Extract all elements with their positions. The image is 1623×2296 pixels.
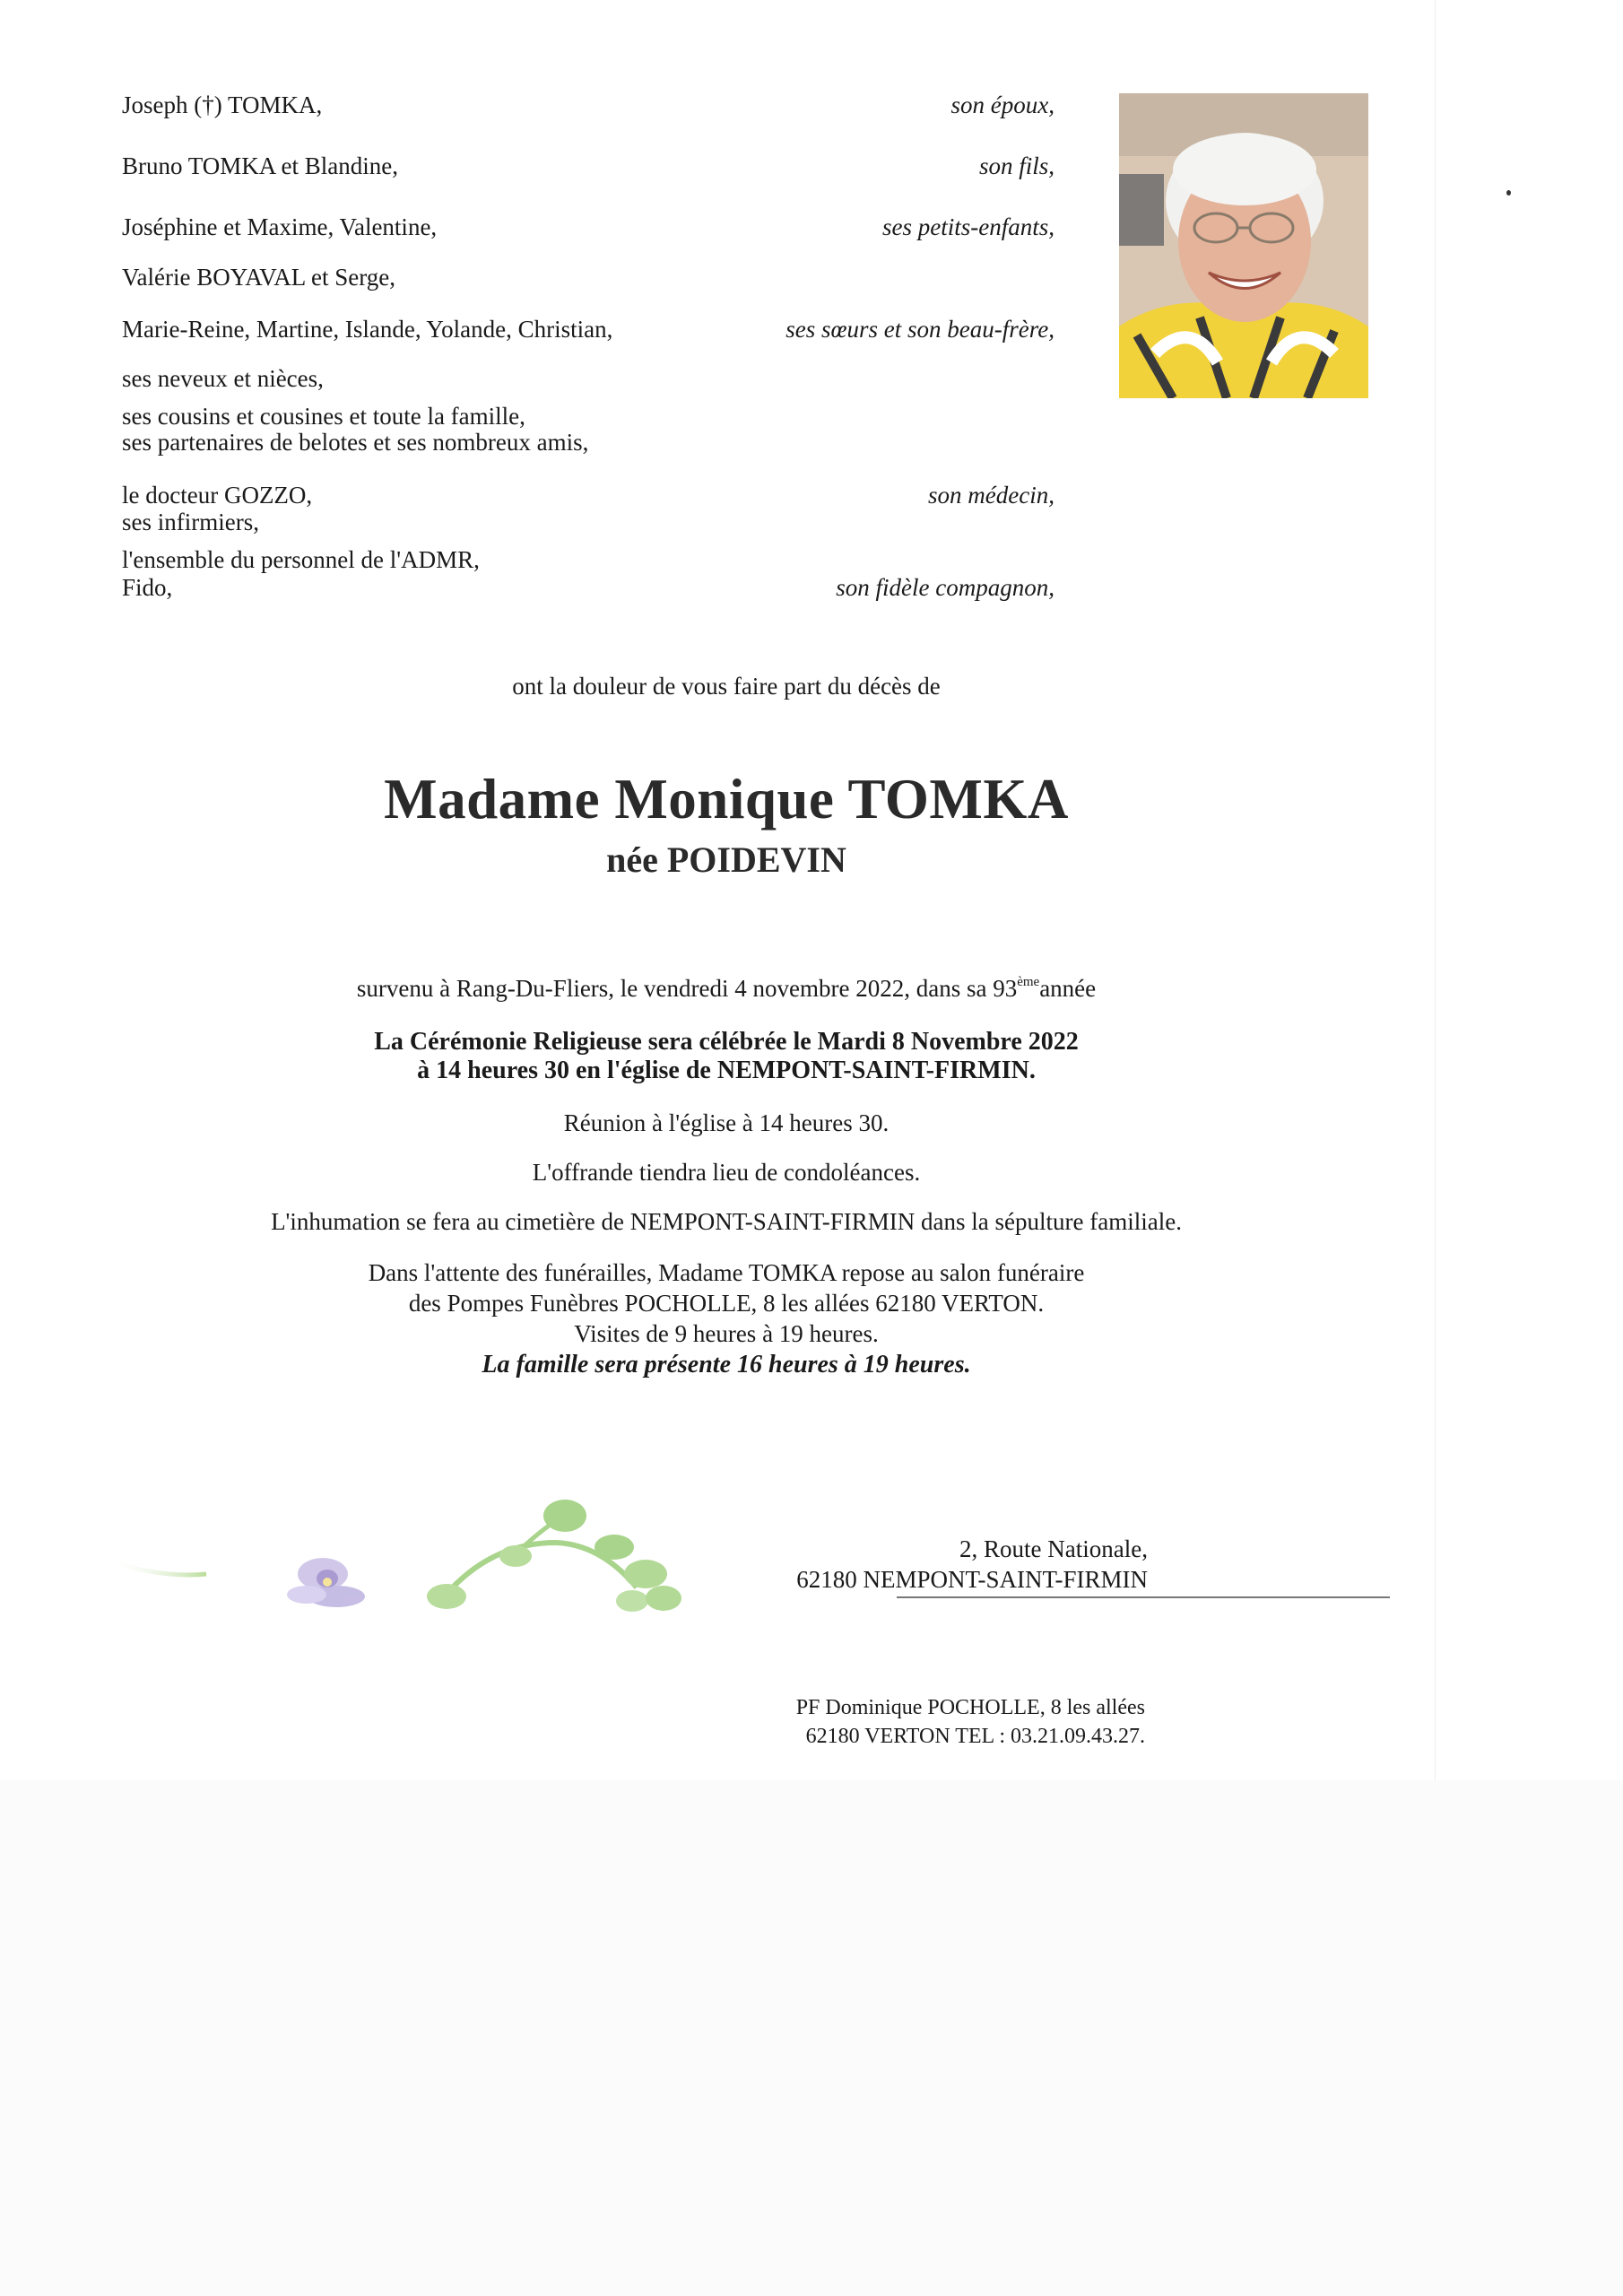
family-nephews: ses neveux et nièces, [122, 365, 324, 392]
blank-lower-area [0, 1780, 1623, 2296]
family-name: Valérie BOYAVAL et Serge, [122, 264, 395, 291]
deceased-name: Madame Monique TOMKA [384, 768, 1069, 831]
family-relation: ses sœurs et son beau-frère, [785, 316, 1055, 343]
family-name: Marie-Reine, Martine, Islande, Yolande, Christian, [122, 316, 613, 343]
family-relation: son fidèle compagnon, [836, 574, 1055, 601]
address-divider [897, 1596, 1390, 1598]
family-relation: ses petits-enfants, [882, 213, 1055, 240]
death-details [0, 975, 1453, 1003]
family-name: Bruno TOMKA et Blandine, [122, 152, 398, 179]
deceased-maiden-name: née POIDEVIN [606, 839, 846, 880]
ceremony-line-1: La Cérémonie Religieuse sera célébrée le Mardi 8 Novembre 2022 [374, 1028, 1079, 1056]
address-line-2: 62180 NEMPONT-SAINT-FIRMIN [796, 1566, 1148, 1593]
address-block [796, 1534, 1148, 1595]
family-name: Joséphine et Maxime, Valentine, [122, 213, 438, 240]
burial-text: L'inhumation se fera au cimetière de NEMPONT-SAINT-FIRMIN dans la sépulture familiale. [271, 1208, 1182, 1235]
death-text: survenu à Rang-Du-Fliers, le vendredi 4 novembre 2022, dans sa 93 [356, 975, 1018, 1002]
family-nurses: ses infirmiers, [122, 509, 259, 535]
family-friends: ses partenaires de belotes et ses nombreux amis, [122, 429, 589, 456]
portrait-illustration [1119, 93, 1368, 398]
address-line-1: 2, Route Nationale, [959, 1535, 1148, 1562]
meeting-text: Réunion à l'église à 14 heures 30. [563, 1109, 890, 1136]
rest-line-2: des Pompes Funèbres POCHOLLE, 8 les allées 62180 VERTON. [408, 1290, 1045, 1317]
offering-text: L'offrande tiendra lieu de condoléances. [532, 1159, 921, 1186]
funeral-home-block [796, 1693, 1145, 1751]
family-relation: son époux, [950, 91, 1055, 118]
scan-speck [1506, 190, 1511, 196]
family-name: le docteur GOZZO, [122, 482, 313, 509]
death-ordinal: ème [1017, 975, 1040, 989]
family-relation: son fils, [978, 152, 1055, 179]
ceremony-line-2: à 14 heures 30 en l'église de NEMPONT-SAINT-FIRMIN. [417, 1057, 1036, 1084]
family-name: Joseph (†) TOMKA, [122, 91, 323, 118]
announcement-text: ont la douleur de vous faire part du décès de [512, 673, 941, 700]
family-name: Fido, [122, 574, 173, 601]
death-suffix: année [1039, 975, 1097, 1002]
orchid-decoration [99, 1489, 708, 1650]
portrait-photo [1119, 93, 1368, 398]
family-presence-text: La famille sera présente 16 heures à 19 heures. [482, 1351, 971, 1378]
rest-line-1: Dans l'attente des funérailles, Madame TOMKA repose au salon funéraire [368, 1259, 1085, 1286]
rest-line-3: Visites de 9 heures à 19 heures. [574, 1320, 879, 1347]
family-relation: son médecin, [928, 482, 1055, 509]
family-staff: l'ensemble du personnel de l'ADMR, [122, 546, 480, 573]
family-cousins: ses cousins et cousines et toute la famille, [122, 403, 525, 430]
funeral-home-line-2: 62180 VERTON TEL : 03.21.09.43.27. [805, 1725, 1145, 1748]
funeral-home-line-1: PF Dominique POCHOLLE, 8 les allées [795, 1696, 1145, 1719]
